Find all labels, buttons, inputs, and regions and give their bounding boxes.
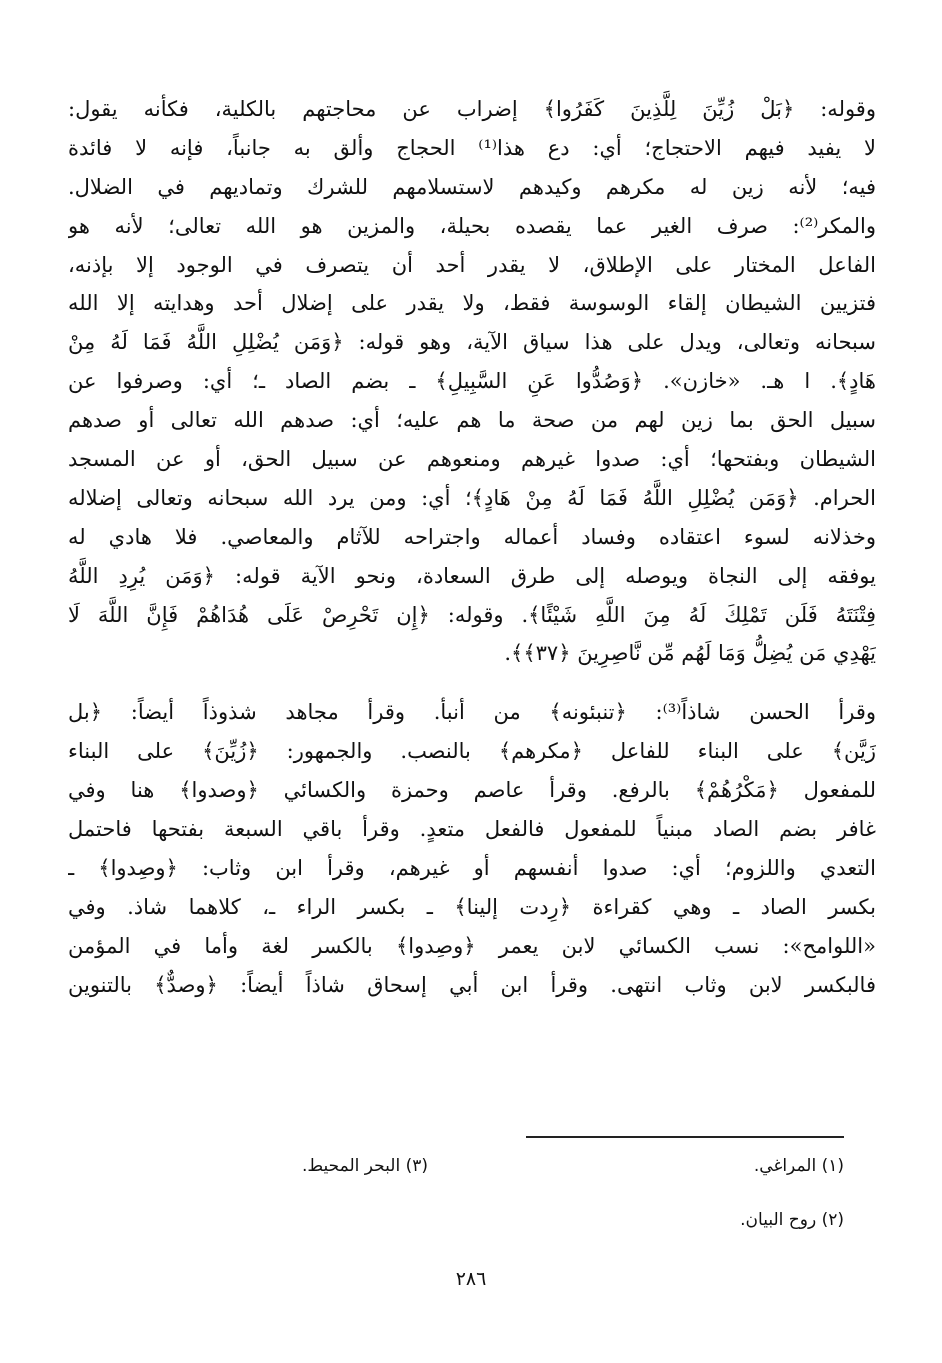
text-line: لا يفيد فيهم الاحتجاج؛ أي: دع هذا⁽¹⁾ الحجاج وألق به جانباً، فإنه لا فائدة [68,135,876,160]
text-line: والمكر⁽²⁾: صرف الغير عما يقصده بحيلة، والمزين هو الله تعالى؛ لأنه هو [68,213,876,238]
text-line: الحرام. ﴿وَمَن يُضْلِلِ اللَّهُ فَمَا لَهُ مِنْ هَادٍ﴾؛ أي: ومن يرد الله سبحانه وتعالى إضلاله [68,485,876,510]
text-line: الفاعل المختار على الإطلاق، لا يقدر أحد أن يتصرف في الوجود إلا بإذنه، [68,252,876,277]
footnote-1: (١) المراغي. [753,1156,844,1176]
text-line: سبحانه وتعالى، ويدل على هذا سياق الآية، وهو قوله: ﴿وَمَن يُضْلِلِ اللَّهُ فَمَا لَهُ مِنْ [68,330,876,355]
main-text [68,90,876,1004]
text-line: يوفقه إلى النجاة ويوصله إلى طرق السعادة، ونحو الآية قوله: ﴿وَمَن يُرِدِ اللَّهُ [68,563,876,588]
page-number: ٢٨٦ [455,1268,487,1290]
text-line: بكسر الصاد ـ وهي كقراءة ﴿رِدت إلينا﴾ ـ بكسر الراء ـ، كلاهما شاذ. وفي [68,894,876,919]
text-line: فيه؛ لأنه زين له مكرهم وكيدهم لاستسلامهم للشرك وتماديهم في الضلال. [68,174,876,199]
paragraph-gap [68,673,876,693]
text-line: وقوله: ﴿بَلْ زُيِّنَ لِلَّذِينَ كَفَرُوا﴾ إضراب عن محاجتهم بالكلية، فكأنه يقول: [68,97,876,121]
paragraph-1 [68,90,876,673]
text-line: غافر بضم الصاد مبنياً للمفعول فالفعل متعدٍ. وقرأ باقي السبعة بفتحها فاحتمل [68,817,876,842]
text-line: يَهْدِي مَن يُضِلُّ وَمَا لَهُم مِّن نَّاصِرِينَ ﴿٣٧﴾﴾. [504,641,876,666]
text-line: التعدي واللزوم؛ أي: صدوا أنفسهم أو غيرهم، وقرأ ابن وثاب: ﴿وصِدوا﴾ ـ [68,855,876,880]
footnote-divider [526,1136,844,1138]
text-line: فالبكسر لابن وثاب انتهى. وقرأ ابن أبي إسحاق شاذاً أيضاً: ﴿وصدٌّ﴾ بالتنوين [68,972,876,997]
text-line: وخذلانه لسوء اعتقاده وفساد أعماله واجتراحه للآثام والمعاصي. فلا هادي له [68,524,876,549]
text-line: «اللوامح»: نسب الكسائي لابن يعمر ﴿وصِدوا﴾ بالكسر لغة وأما في المؤمن [68,933,876,958]
text-line: فتزيين الشيطان إلقاء الوسوسة فقط، ولا يقدر على إضلال أحد وهدايته إلا الله [68,291,876,316]
text-line: فِتْنَتَهُ فَلَن تَمْلِكَ لَهُ مِنَ اللَّهِ شَيْئًا﴾. وقوله: ﴿إِن تَحْرِصْ عَلَى هُدَاهُمْ فَإِنَّ اللَّهَ لَا [68,602,876,627]
text-line: زَيَّن﴾ على البناء للفاعل ﴿مكرهم﴾ بالنصب. والجمهور: ﴿زُيِّنَ﴾ على البناء [68,739,876,764]
text-line: الشيطان وبفتحها؛ أي: صدوا غيرهم ومنعوهم عن سبيل الحق، أو عن المسجد [68,447,876,472]
text-line: سبيل الحق بما زين لهم من صحة ما هم عليه؛ أي: صدهم الله تعالى أو صدهم [68,408,876,433]
text-line: هَادٍ﴾. ا هـ. «خازن». ﴿وَصُدُّوا عَنِ السَّبِيلِ﴾ ـ بضم الصاد ـ؛ أي: وصرفوا عن [68,369,876,394]
text-line: وقرأ الحسن شاذاً⁽³⁾: ﴿تنبئونه﴾ من أنبأ. وقرأ مجاهد شذوذاً أيضاً: ﴿بل [68,700,876,725]
footnote-2: (٢) روح البيان. [740,1210,844,1230]
footnote-3: (٣) البحر المحيط. [302,1156,428,1176]
text-line: للمفعول ﴿مَكْرُهُمْ﴾ بالرفع. وقرأ عاصم وحمزة والكسائي ﴿وصدوا﴾ هنا وفي [68,778,876,803]
paragraph-2 [68,693,876,1004]
